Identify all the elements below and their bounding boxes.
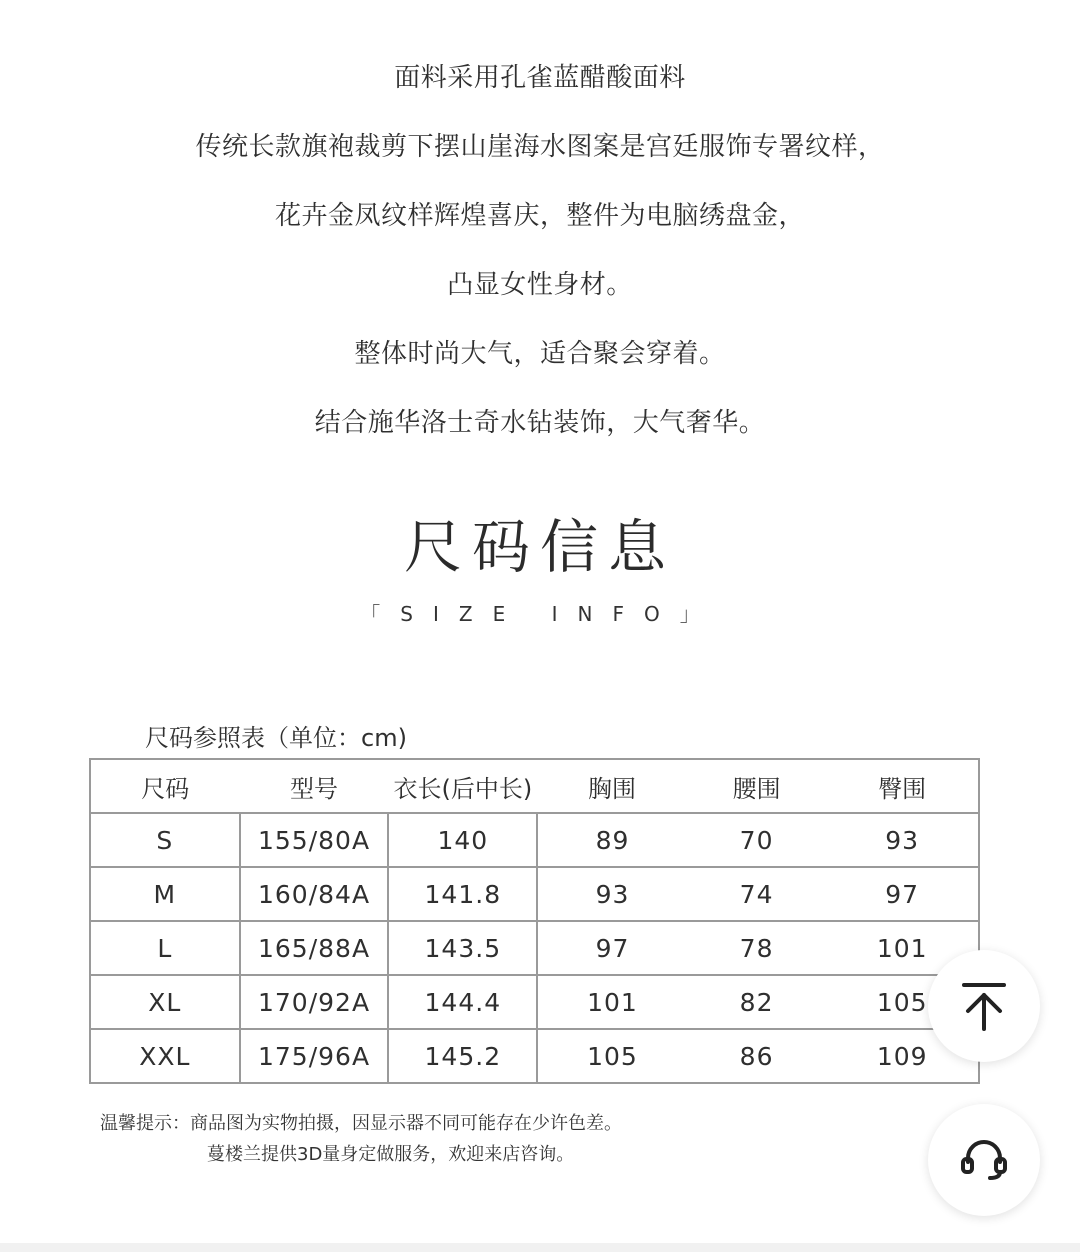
header-length: 衣长(后中长) — [388, 759, 537, 813]
header-hip: 臀围 — [826, 759, 979, 813]
description-line: 传统长款旗袍裁剪下摆山崖海水图案是宫廷服饰专署纹样， — [195, 132, 885, 162]
cell-bust: 101 — [537, 975, 687, 1029]
cell-length: 143.5 — [388, 921, 537, 975]
cell-size: S — [90, 813, 240, 867]
cell-size: M — [90, 867, 240, 921]
size-info-subtitle: 「SIZE INFO」 — [360, 602, 720, 626]
table-row — [90, 975, 979, 1029]
table-row — [90, 1029, 979, 1083]
headset-icon — [960, 1138, 1008, 1182]
header-size: 尺码 — [90, 759, 240, 813]
header-model: 型号 — [240, 759, 389, 813]
cell-size: XXL — [90, 1029, 240, 1083]
cell-model: 165/88A — [240, 921, 389, 975]
size-table — [89, 758, 980, 1084]
table-row — [90, 921, 979, 975]
cell-waist: 86 — [687, 1029, 827, 1083]
cell-bust: 105 — [537, 1029, 687, 1083]
size-info-title: 尺码信息 — [403, 513, 676, 581]
table-header-row — [90, 759, 979, 813]
cell-waist: 70 — [687, 813, 827, 867]
cell-hip: 101 — [826, 921, 979, 975]
size-table-caption: 尺码参照表（单位：cm) — [145, 724, 407, 752]
header-bust: 胸围 — [537, 759, 687, 813]
cell-bust: 89 — [537, 813, 687, 867]
customer-service-button[interactable] — [928, 1104, 1040, 1216]
description-line: 花卉金凤纹样辉煌喜庆，整件为电脑绣盘金， — [274, 201, 805, 231]
description-line: 整体时尚大气，适合聚会穿着。 — [354, 339, 726, 369]
cell-model: 155/80A — [240, 813, 389, 867]
tip-line-2: 蔓楼兰提供3D量身定做服务，欢迎来店咨询。 — [207, 1144, 575, 1165]
cell-hip: 93 — [826, 813, 979, 867]
table-row — [90, 813, 979, 867]
cell-length: 144.4 — [388, 975, 537, 1029]
bottom-divider — [0, 1243, 1080, 1252]
cell-hip: 97 — [826, 867, 979, 921]
cell-bust: 93 — [537, 867, 687, 921]
description-line: 结合施华洛士奇水钻装饰，大气奢华。 — [314, 408, 766, 438]
cell-waist: 78 — [687, 921, 827, 975]
cell-length: 145.2 — [388, 1029, 537, 1083]
cell-waist: 74 — [687, 867, 827, 921]
cell-waist: 82 — [687, 975, 827, 1029]
description-line: 凸显女性身材。 — [447, 270, 633, 300]
product-description — [0, 44, 1080, 458]
cell-bust: 97 — [537, 921, 687, 975]
cell-length: 141.8 — [388, 867, 537, 921]
table-row — [90, 867, 979, 921]
header-waist: 腰围 — [687, 759, 827, 813]
cell-size: XL — [90, 975, 240, 1029]
cell-model: 175/96A — [240, 1029, 389, 1083]
cell-model: 160/84A — [240, 867, 389, 921]
cell-hip: 109 — [826, 1029, 979, 1083]
cell-length: 140 — [388, 813, 537, 867]
back-to-top-button[interactable] — [928, 950, 1040, 1062]
arrow-up-to-top-icon — [961, 981, 1007, 1031]
cell-model: 170/92A — [240, 975, 389, 1029]
tips-note — [100, 1108, 622, 1170]
description-line: 面料采用孔雀蓝醋酸面料 — [394, 63, 686, 93]
cell-size: L — [90, 921, 240, 975]
tip-line-1: 温馨提示：商品图为实物拍摄，因显示器不同可能存在少许色差。 — [100, 1113, 622, 1134]
cell-hip: 105 — [826, 975, 979, 1029]
